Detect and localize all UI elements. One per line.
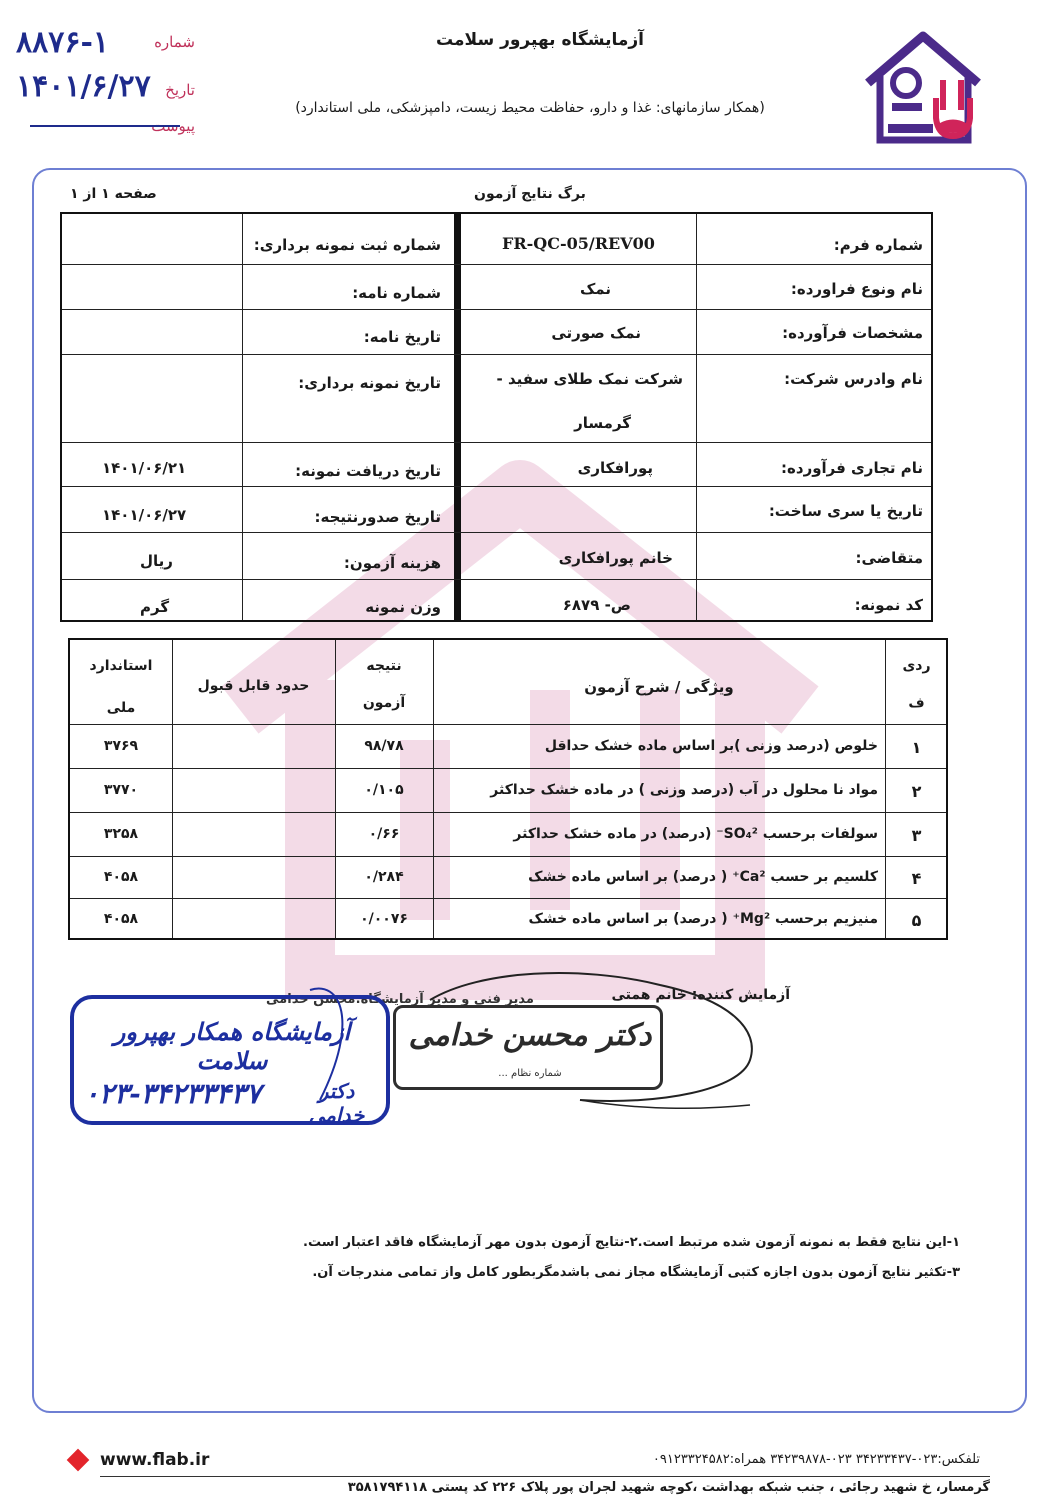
brand-label: نام تجاری فرآورده: xyxy=(781,459,923,477)
row-standard: ۳۷۷۰ xyxy=(103,782,139,798)
issue-date-value: ۱۴۰۱/۰۶/۲۷ xyxy=(102,506,187,524)
row-standard: ۳۲۵۸ xyxy=(103,826,139,842)
form-no-value: FR-QC-05/REV00 xyxy=(502,234,655,253)
header-result-2: آزمون xyxy=(362,695,406,711)
weight-label: وزن نمونه xyxy=(365,598,441,616)
row-number: ۵ xyxy=(911,911,922,930)
attachment-label: پیوست xyxy=(151,117,195,135)
info-row-divider xyxy=(62,264,931,265)
info-row-divider xyxy=(62,442,931,443)
product-label: نام ونوع فراورده: xyxy=(790,280,923,298)
row-description: منیزیم برحسب Mg²⁺ ( درصد) بر اساس ماده خشک xyxy=(528,911,878,927)
cost-label: هزینه آزمون: xyxy=(343,554,441,572)
reg-date-value: ۱۴۰۱/۶/۲۷ xyxy=(16,69,151,104)
row-result: ۹۸/۷۸ xyxy=(364,738,404,754)
company-value-1: شرکت نمک طلای سفید - xyxy=(496,370,683,388)
header-standard-1: استاندارد xyxy=(89,658,153,674)
row-description: کلسیم بر حسب Ca²⁺ ( درصد) بر اساس ماده خشک xyxy=(528,869,878,885)
brand-value: پورافکاری xyxy=(577,459,653,477)
info-col-divider xyxy=(696,214,697,620)
lab-name: آزمایشگاه بهپرور سلامت xyxy=(436,30,644,50)
header-result-1: نتیجه xyxy=(366,658,402,674)
spec-value: نمک صورتی xyxy=(551,324,641,342)
applicant-label: متقاضی: xyxy=(855,549,923,567)
test-results-table xyxy=(68,638,948,940)
info-row-divider xyxy=(62,579,931,580)
info-col-divider xyxy=(242,214,243,620)
row-number: ۱ xyxy=(911,738,922,757)
note-line-2: ۳-تکثیر نتایج آزمون بدون اجازه کتبی آزمایشگاه مجاز نمی باشدمگربطور کامل واز تمامی مندرجات آن. xyxy=(312,1265,960,1280)
lab-subtitle: (همکار سازمانهای: غذا و دارو، حفاظت محیط زیست، دامپزشکی، ملی استاندارد) xyxy=(295,100,765,116)
row-number: ۳ xyxy=(911,826,922,845)
sampling-date-label: تاریخ نمونه برداری: xyxy=(298,374,441,392)
sample-info-table xyxy=(60,212,933,622)
info-row-divider xyxy=(62,354,931,355)
tester-label: آزمایش کننده: خانم همتی xyxy=(611,987,790,1003)
row-result: ۰/۲۸۴ xyxy=(364,869,404,885)
info-row-divider xyxy=(62,309,931,310)
doctor-stamp-sub: شماره نظام ... xyxy=(498,1068,562,1079)
doctor-stamp xyxy=(393,1005,663,1090)
applicant-value: خانم پورافکاری xyxy=(558,549,673,567)
company-label: نام وادرس شرکت: xyxy=(784,370,923,388)
registration-block xyxy=(8,25,223,155)
website-link[interactable]: www.flab.ir xyxy=(100,1450,210,1470)
row-standard: ۳۷۶۹ xyxy=(103,738,139,754)
header-row-2: ف xyxy=(908,695,925,711)
note-line-1: ۱-این نتایج فقط به نمونه آزمون شده مرتبط است.۲-نتایج آزمون بدون مهر آزمایشگاه فاقد اعتبار است. xyxy=(303,1235,960,1250)
footer-divider xyxy=(100,1476,990,1477)
issue-date-label: تاریخ صدورنتیجه: xyxy=(314,508,441,526)
doctor-stamp-name: دکتر محسن خدامی xyxy=(408,1018,652,1053)
form-no-label: شماره فرم: xyxy=(833,236,923,254)
attachment-underline xyxy=(30,125,180,127)
res-row-divider xyxy=(70,898,946,899)
code-value: ص- ۶۸۷۹ xyxy=(562,596,631,614)
row-description: خلوص (درصد وزنی )بر اساس ماده خشک حداقل xyxy=(544,738,878,754)
stamp-doctor-name: دکتر خدامی xyxy=(308,1079,365,1127)
diamond-icon xyxy=(67,1449,90,1472)
lab-stamp xyxy=(70,995,390,1125)
page-number: صفحه ۱ از ۱ xyxy=(70,186,157,202)
row-result: ۰/۶۶ xyxy=(368,826,400,842)
info-row-divider xyxy=(62,486,931,487)
row-standard: ۴۰۵۸ xyxy=(103,869,139,885)
product-value: نمک xyxy=(579,280,611,298)
res-row-divider xyxy=(70,724,946,725)
receive-date-value: ۱۴۰۱/۰۶/۲۱ xyxy=(102,459,187,477)
notes xyxy=(300,1228,960,1288)
reg-number-value: ۸۸۷۶-۱ xyxy=(16,25,110,60)
res-row-divider xyxy=(70,768,946,769)
code-label: کد نمونه: xyxy=(854,596,923,614)
row-description: سولفات برحسب SO₄²⁻ (درصد) در ماده خشک حداکثر xyxy=(513,826,878,842)
info-col-divider-thick xyxy=(454,214,461,620)
footer-address: گرمسار، خ شهید رجائی ، جنب شبکه بهداشت ،کوچه شهید لجران پور پلاک ۲۲۶ کد پستی ۳۵۸۱۷۹۴۱۱۸ xyxy=(347,1480,990,1495)
cost-value: ریال xyxy=(140,552,173,570)
spec-label: مشخصات فرآورده: xyxy=(782,324,923,342)
sheet-title: برگ نتایج آزمون xyxy=(474,186,586,202)
header-standard-2: ملی xyxy=(106,700,136,716)
res-row-divider xyxy=(70,856,946,857)
row-number: ۴ xyxy=(911,869,922,888)
letter-no-label: شماره نامه: xyxy=(352,284,441,302)
receive-date-label: تاریخ دریافت نمونه: xyxy=(295,462,441,480)
manager-label: مدیر فنی و مدیر آزمایشگاه:محسن خدامی xyxy=(266,992,534,1007)
batch-label: تاریخ یا سری ساخت: xyxy=(768,502,923,520)
row-number: ۲ xyxy=(911,782,922,801)
reg-date-label: تاریخ xyxy=(165,81,195,99)
row-result: ۰/۱۰۵ xyxy=(364,782,404,798)
stamp-lab-name: آزمایشگاه همکار بهپرور سلامت xyxy=(113,1017,351,1075)
header-limits: حدود قابل قبول xyxy=(197,678,310,694)
res-row-divider xyxy=(70,812,946,813)
row-standard: ۴۰۵۸ xyxy=(103,911,139,927)
row-result: ۰/۰۰۷۶ xyxy=(360,911,408,927)
footer-phones: تلفکس:۰۲۳-۳۴۲۳۳۴۳۷ ۰۲۳-۳۴۲۳۹۸۷۸ همراه:۰۹۱۲۳۳۲۴۵۸۲ xyxy=(652,1452,980,1467)
company-value-2: گرمسار xyxy=(574,414,631,432)
letter-date-label: تاریخ نامه: xyxy=(363,328,441,346)
weight-value: گرم xyxy=(140,598,170,616)
reg-number-label: شماره xyxy=(154,33,195,51)
row-description: مواد نا محلول در آب (درصد وزنی ) در ماده خشک حداکثر xyxy=(490,782,878,798)
sampling-reg-label: شماره ثبت نمونه برداری: xyxy=(253,236,441,254)
info-row-divider xyxy=(62,532,931,533)
header-description: ویژگی / شرح آزمون xyxy=(584,678,734,696)
header-row-1: ردی xyxy=(902,658,931,674)
lab-logo-icon xyxy=(858,28,988,148)
stamp-phone: ۰۲۳-۳۴۲۳۳۴۳۷ xyxy=(84,1077,262,1110)
